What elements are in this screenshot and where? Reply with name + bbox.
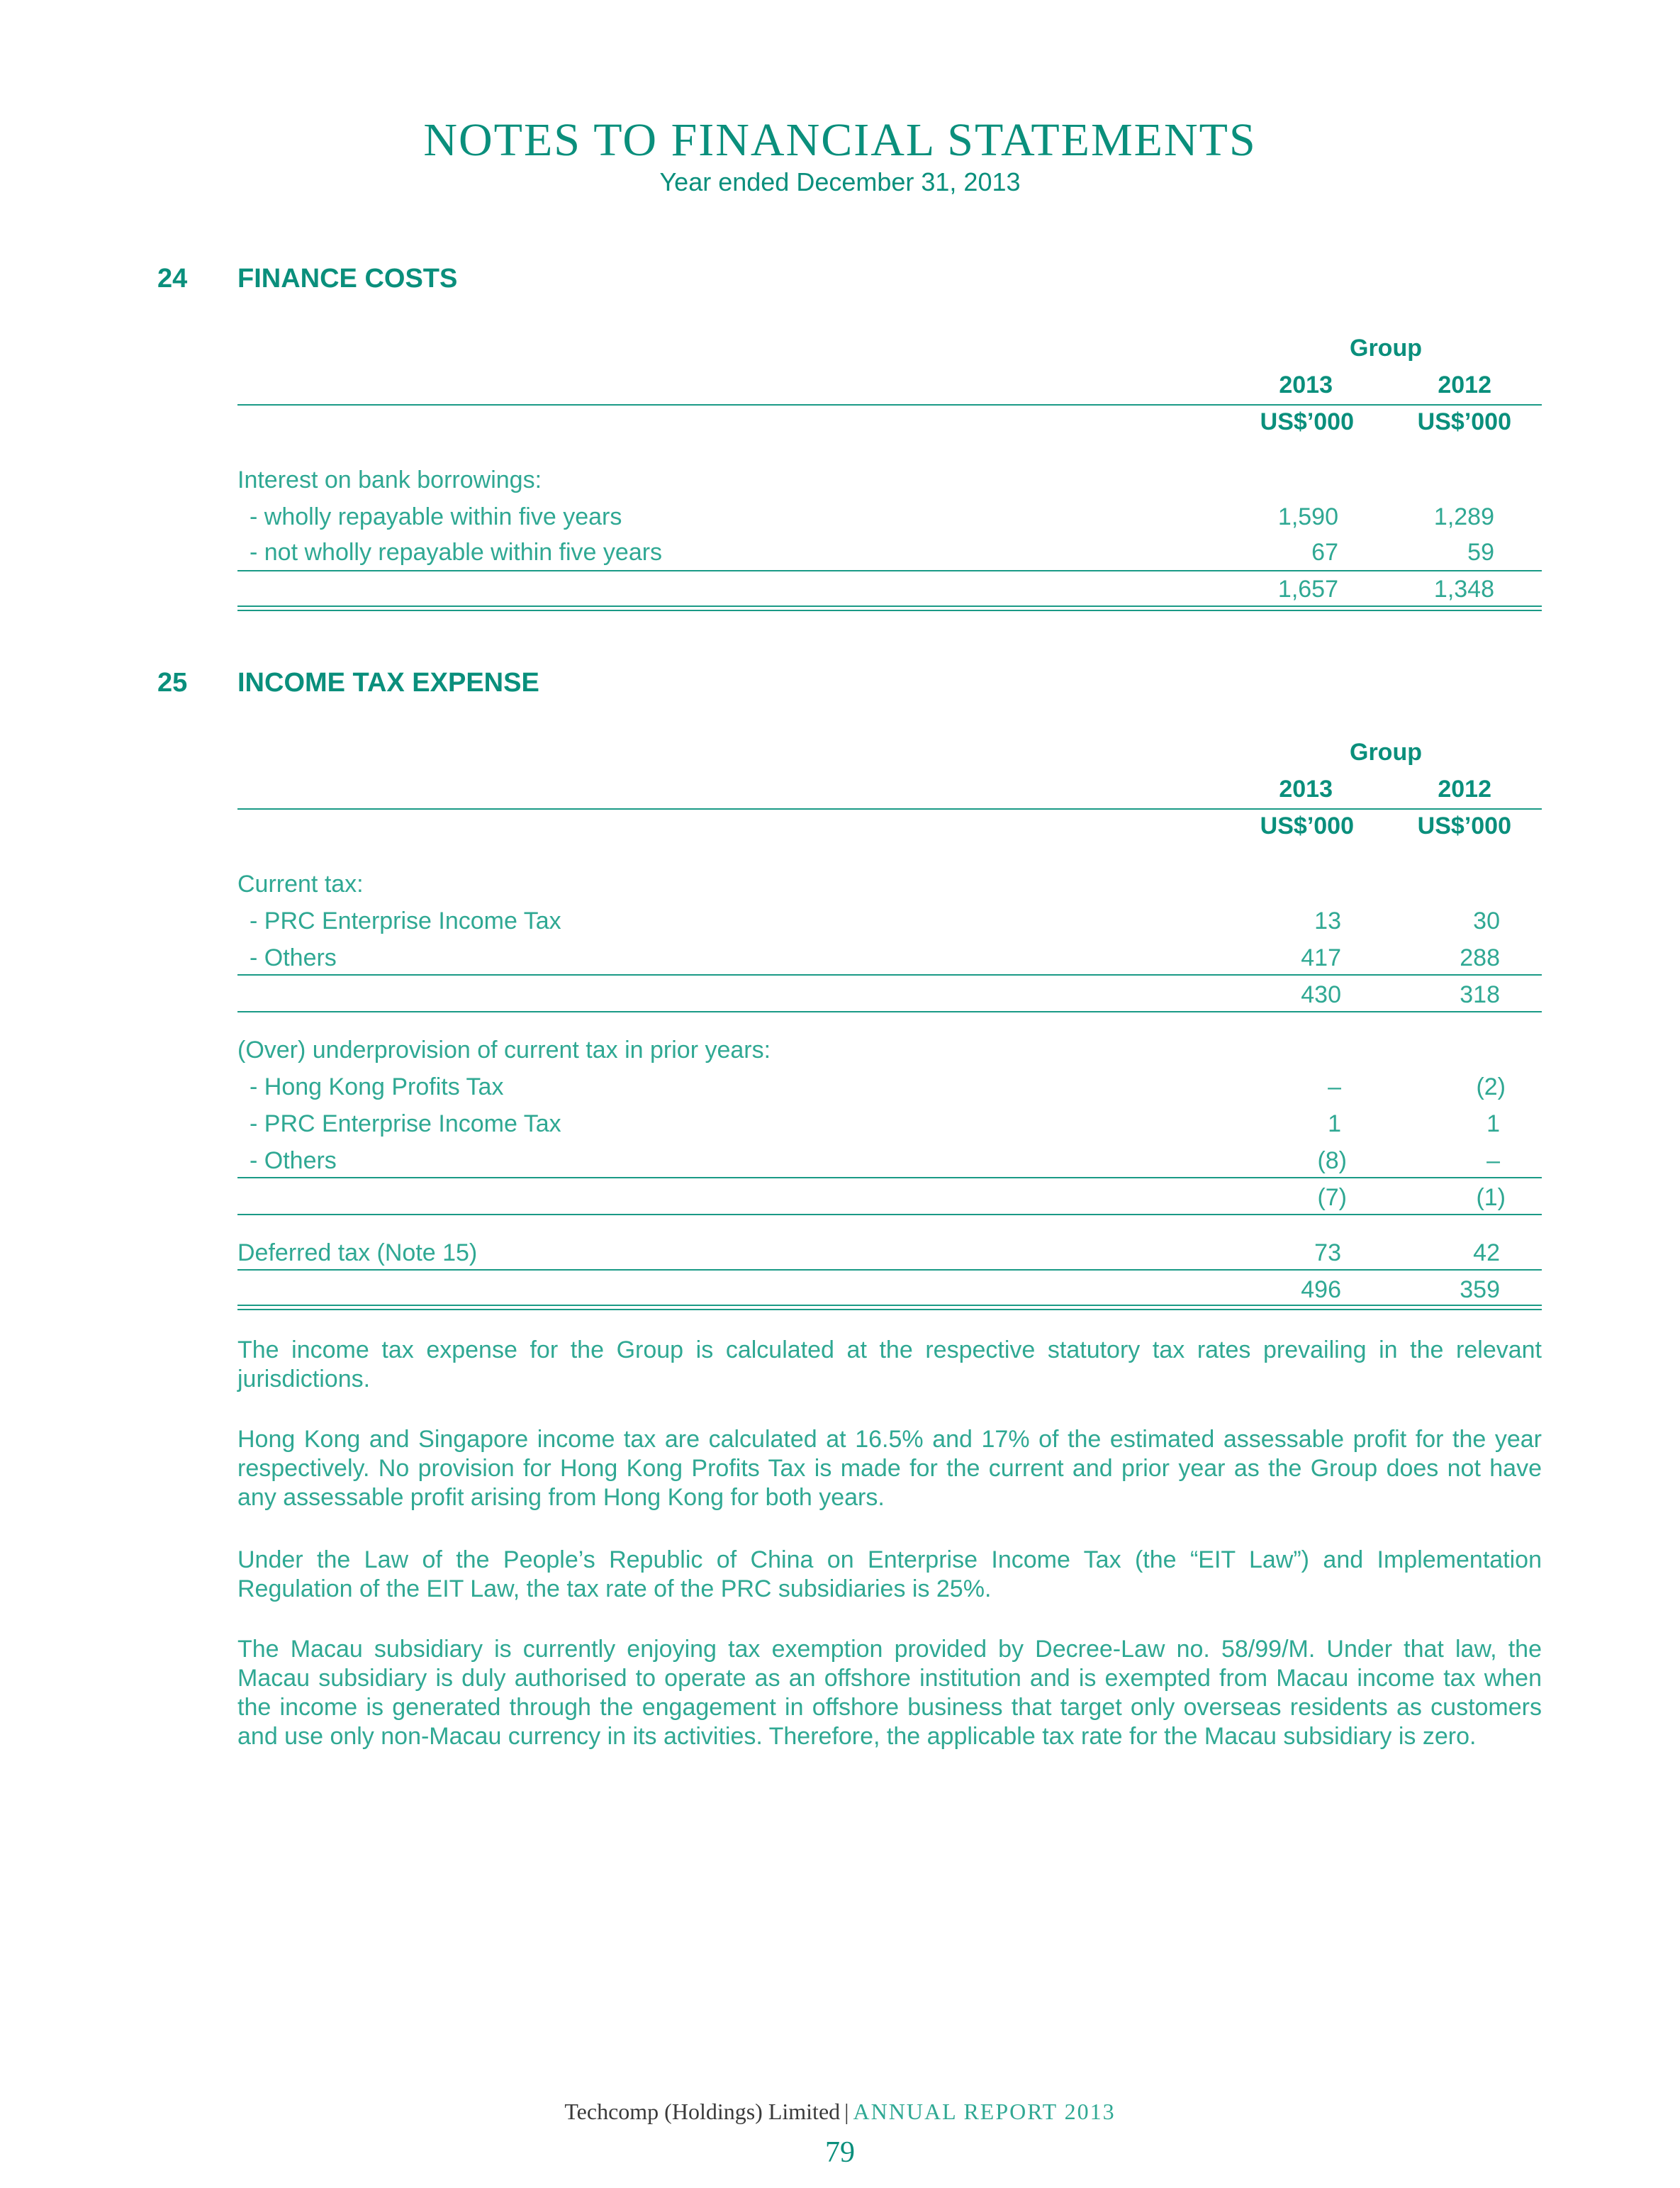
year-2013-header: 2013 [1279, 776, 1333, 803]
year-2012-header: 2012 [1438, 372, 1491, 398]
row-label: - PRC Enterprise Income Tax [250, 1110, 561, 1137]
paragraph: The Macau subsidiary is currently enjoying tax exemption provided by Decree-Law no. 58/99/M. Under that law, the Macau subsidiary is duly authorised to operate as an offshore institution and is exempted from Macau income tax when the income is generated through the engagement in offshore business that target only overseas residents as customers and use only non-Macau currency in its activities. Therefore, the applicable tax rate for the Macau subsidiary is zero. [237, 1636, 1542, 1750]
year-2012-header: 2012 [1438, 776, 1491, 803]
unit-2012-header: US$’000 [1417, 408, 1511, 435]
header-rule [237, 404, 1542, 406]
value-2012: 288 [1460, 944, 1500, 971]
row-label: - Hong Kong Profits Tax [250, 1073, 504, 1100]
total-2013: 496 [1301, 1276, 1341, 1303]
subtotal-rule [237, 1011, 1542, 1012]
row-label: - Others [250, 1147, 337, 1174]
footer-report: ANNUAL REPORT 2013 [853, 2099, 1116, 2124]
value-2012: 1 [1486, 1110, 1500, 1137]
paragraph: Under the Law of the People’s Republic of China on Enterprise Income Tax (the “EIT Law”) and Implementation Regulation of the EIT Law, the tax rate of the PRC subsidiaries is 25%. [237, 1546, 1542, 1602]
row-label: - Others [250, 944, 337, 971]
unit-2013-header: US$’000 [1260, 813, 1354, 839]
subtotal-2012: (1) [1476, 1184, 1506, 1211]
page-number: 79 [825, 2136, 855, 2169]
value-2013: 67 [1311, 539, 1338, 566]
total-double-rule-top [237, 1305, 1542, 1306]
section-number: 24 [157, 264, 188, 294]
section-number: 25 [157, 668, 188, 698]
group-header: Group [1350, 739, 1422, 766]
subtotal-rule [237, 1214, 1542, 1215]
unit-2012-header: US$’000 [1417, 813, 1511, 839]
footer [0, 2099, 1680, 2125]
header-rule [237, 808, 1542, 810]
subtotal-rule [237, 974, 1542, 976]
subtotal-2012: 318 [1460, 981, 1500, 1008]
value-2013: – [1328, 1073, 1341, 1100]
total-double-rule-bottom [237, 1309, 1542, 1310]
paragraph: Hong Kong and Singapore income tax are calculated at 16.5% and 17% of the estimated assessable profit for the year respectively. No provision for Hong Kong Profits Tax is made for the current and prior year as the Group does not have any assessable profit arising from Hong Kong for both years. [237, 1426, 1542, 1511]
row-label: Current tax: [237, 871, 364, 898]
paragraph: The income tax expense for the Group is calculated at the respective statutory tax rates prevailing in the relevant jurisdictions. [237, 1336, 1542, 1392]
value-2012: – [1486, 1147, 1500, 1174]
unit-2013-header: US$’000 [1260, 408, 1354, 435]
value-2012: 59 [1467, 539, 1494, 566]
total-double-rule-top [237, 605, 1542, 607]
value-2013: 1,590 [1277, 503, 1338, 530]
value-2013: 1 [1328, 1110, 1341, 1137]
row-label: Deferred tax (Note 15) [237, 1239, 478, 1266]
row-label: - PRC Enterprise Income Tax [250, 908, 561, 934]
total-double-rule-bottom [237, 610, 1542, 611]
value-2012: (2) [1476, 1073, 1506, 1100]
value-2013: 13 [1314, 908, 1341, 934]
total-2012: 359 [1460, 1276, 1500, 1303]
section-title: FINANCE COSTS [237, 264, 458, 294]
page-subtitle: Year ended December 31, 2013 [659, 167, 1021, 196]
subtotal-2013: 430 [1301, 981, 1341, 1008]
row-label: Interest on bank borrowings: [237, 467, 542, 493]
total-2013: 1,657 [1277, 576, 1338, 603]
row-label: (Over) underprovision of current tax in prior years: [237, 1037, 771, 1064]
footer-separator: | [844, 2099, 849, 2124]
row-label: - not wholly repayable within five years [250, 539, 663, 566]
value-2012: 30 [1473, 908, 1500, 934]
year-2013-header: 2013 [1279, 372, 1333, 398]
page-title: NOTES TO FINANCIAL STATEMENTS [423, 114, 1257, 166]
value-2013: 73 [1314, 1239, 1341, 1266]
subtotal-rule [237, 570, 1542, 571]
value-2013: (8) [1317, 1147, 1347, 1174]
value-2013: 417 [1301, 944, 1341, 971]
total-2012: 1,348 [1433, 576, 1494, 603]
value-2012: 42 [1473, 1239, 1500, 1266]
group-header: Group [1350, 335, 1422, 362]
row-label: - wholly repayable within five years [250, 503, 622, 530]
subtotal-2013: (7) [1317, 1184, 1347, 1211]
subtotal-rule [237, 1269, 1542, 1271]
subtotal-rule [237, 1177, 1542, 1178]
section-title: INCOME TAX EXPENSE [237, 668, 539, 698]
value-2012: 1,289 [1433, 503, 1494, 530]
footer-company: Techcomp (Holdings) Limited [564, 2099, 841, 2124]
